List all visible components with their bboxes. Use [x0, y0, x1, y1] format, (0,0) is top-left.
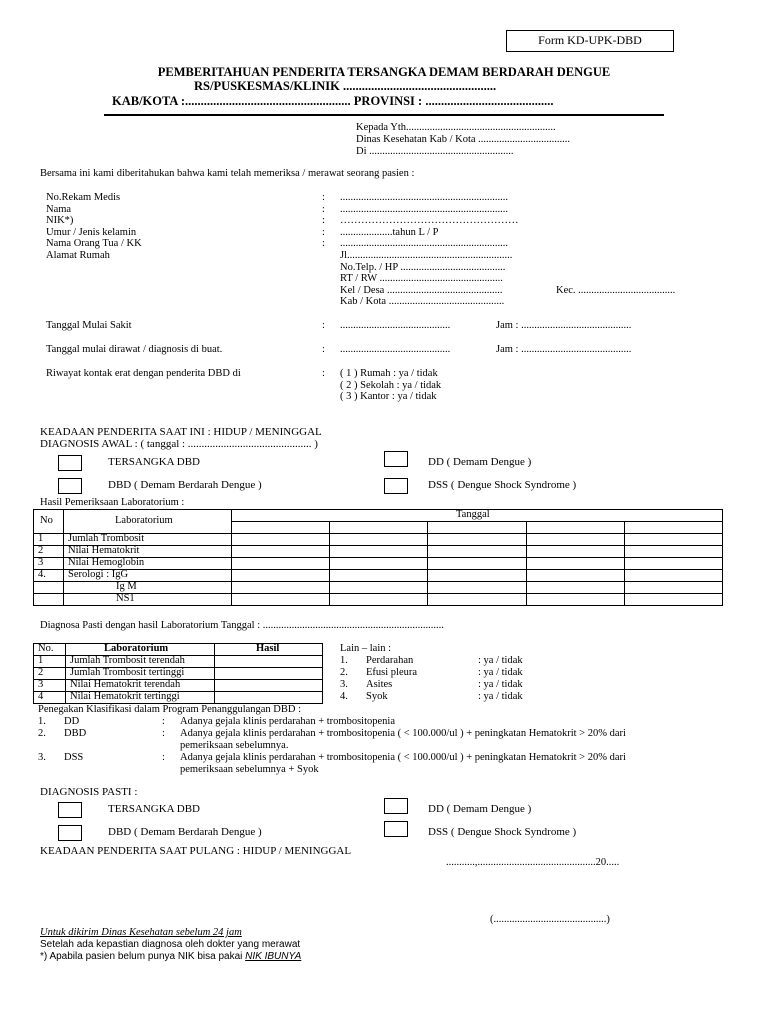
- keadaan-saat-pulang[interactable]: KEADAAN PENDERITA SAAT PULANG : HIDUP / MENINGGAL: [40, 845, 352, 857]
- checkbox-dss[interactable]: [384, 478, 408, 494]
- field-tanggal-dirawat[interactable]: ..........................................: [340, 344, 451, 355]
- kontak-rumah[interactable]: ( 1 ) Rumah : ya / tidak: [340, 368, 438, 379]
- pasti-row-no: 1: [38, 655, 44, 666]
- pasti-row-no: 3: [38, 679, 44, 690]
- klasifikasi-text: Adanya gejala klinis perdarahan + trombositopenia ( < 100.000/ul ) + peningkatan Hematokrit > 20% dari: [180, 752, 626, 763]
- lain-value[interactable]: : ya / tidak: [478, 667, 523, 678]
- footer-note-1: Untuk dikirim Dinas Kesehatan sebelum 24 jam: [40, 927, 242, 938]
- field-jam-dirawat[interactable]: Jam : ..........................................: [496, 344, 632, 355]
- label-riwayat-kontak: Riwayat kontak erat dengan penderita DBD di: [46, 368, 241, 379]
- lab-row-no: 3: [38, 557, 44, 568]
- label-dd: DD ( Demam Dengue ): [428, 456, 532, 468]
- colon: :: [322, 238, 325, 249]
- klasifikasi-text: pemeriksaan sebelumnya.: [180, 740, 289, 751]
- lain-name: Syok: [366, 691, 388, 702]
- colon: :: [322, 215, 325, 226]
- label-tanggal-mulai-sakit: Tanggal Mulai Sakit: [46, 320, 132, 331]
- klasifikasi-no: 2.: [38, 728, 46, 739]
- klasifikasi-text: pemeriksaan sebelumnya + Syok: [180, 764, 319, 775]
- field-kel-desa[interactable]: Kel / Desa ............................................: [340, 285, 503, 296]
- intro-text: Bersama ini kami diberitahukan bahwa kami telah memeriksa / merawat seorang pasien :: [40, 168, 415, 179]
- klasifikasi-text: Adanya gejala klinis perdarahan + trombositopenia ( < 100.000/ul ) + peningkatan Hematokrit > 20% dari: [180, 728, 626, 739]
- colon: :: [162, 728, 165, 739]
- colon: :: [162, 752, 165, 763]
- colon: :: [322, 192, 325, 203]
- colon: :: [322, 368, 325, 379]
- pasti-header-no: No.: [38, 643, 54, 654]
- lain-value[interactable]: : ya / tidak: [478, 655, 523, 666]
- label-alamat: Alamat Rumah: [46, 250, 110, 261]
- colon: :: [162, 716, 165, 727]
- lain-value[interactable]: : ya / tidak: [478, 679, 523, 690]
- date-place-line[interactable]: ...........,.............................................20.....: [446, 857, 620, 868]
- label-nik: NIK*): [46, 215, 74, 226]
- pasti-row-name: Jumlah Trombosit terendah: [70, 655, 185, 666]
- label-dss-pasti: DSS ( Dengue Shock Syndrome ): [428, 826, 577, 838]
- field-rt-rw[interactable]: RT / RW ...............................................: [340, 273, 503, 284]
- field-kecamatan[interactable]: Kec. .....................................: [556, 285, 676, 296]
- lab-value-cell: [624, 593, 723, 606]
- lab-row-no: 1: [38, 533, 44, 544]
- field-jam-mulai-sakit[interactable]: Jam : ..........................................: [496, 320, 632, 331]
- lab-header-no: No: [40, 515, 53, 526]
- colon: :: [322, 227, 325, 238]
- diagnosis-pasti-label: DIAGNOSIS PASTI :: [40, 786, 138, 798]
- label-dss: DSS ( Dengue Shock Syndrome ): [428, 479, 577, 491]
- label-dbd-pasti: DBD ( Demam Berdarah Dengue ): [108, 826, 262, 838]
- lab-value-cell: [231, 593, 330, 606]
- checkbox-tersangka-dbd[interactable]: [58, 455, 82, 471]
- lab-title: Hasil Pemeriksaan Laboratorium :: [40, 497, 185, 508]
- klasifikasi-no: 1.: [38, 716, 46, 727]
- recipient-line-1: Kepada Yth.........................................................: [356, 122, 556, 133]
- checkbox-dss-pasti[interactable]: [384, 821, 408, 837]
- label-umur: Umur / Jenis kelamin: [46, 227, 137, 238]
- lain-no: 3.: [340, 679, 348, 690]
- klasifikasi-code: DBD: [64, 728, 87, 739]
- header-region: KAB/KOTA :..................................................... PROVINSI : .........................................: [112, 94, 554, 108]
- pasti-row-name: Jumlah Trombosit tertinggi: [70, 667, 185, 678]
- lain-no: 4.: [340, 691, 348, 702]
- lab-row-no: 2: [38, 545, 44, 556]
- form-code: Form KD-UPK-DBD: [538, 33, 642, 47]
- lab-value-cell: [329, 593, 428, 606]
- label-nama: Nama: [46, 204, 72, 215]
- lab-row-name: NS1: [116, 593, 135, 604]
- checkbox-dbd[interactable]: [58, 478, 82, 494]
- field-rekam-medis[interactable]: ................................................................: [340, 192, 508, 203]
- header-divider: [104, 114, 664, 116]
- label-tanggal-dirawat: Tanggal mulai dirawat / diagnosis di buat.: [46, 344, 223, 355]
- lab-row-name: Ig M: [116, 581, 137, 592]
- footer-note-3-text: *) Apabila pasien belum punya NIK bisa pakai: [40, 951, 246, 962]
- lain-name: Asites: [366, 679, 393, 690]
- checkbox-dd[interactable]: [384, 451, 408, 467]
- lab-row-cell: [63, 593, 232, 606]
- lain-name: Efusi pleura: [366, 667, 418, 678]
- lain-no: 2.: [340, 667, 348, 678]
- recipient-line-3: Di .......................................................: [356, 146, 514, 157]
- colon: :: [322, 320, 325, 331]
- lab-header-tanggal: Tanggal: [456, 509, 490, 520]
- pasti-row-name: Nilai Hematokrit tertinggi: [70, 691, 180, 702]
- lain-value[interactable]: : ya / tidak: [478, 691, 523, 702]
- checkbox-dbd-pasti[interactable]: [58, 825, 82, 841]
- lab-row-name: Jumlah Trombosit: [68, 533, 145, 544]
- lab-value-cell: [427, 593, 527, 606]
- signature-line[interactable]: (...........................................): [490, 914, 610, 925]
- colon: :: [322, 204, 325, 215]
- klasifikasi-code: DSS: [64, 752, 84, 763]
- label-dd-pasti: DD ( Demam Dengue ): [428, 803, 532, 815]
- lain-no: 1.: [340, 655, 348, 666]
- footer-note-3-emphasis: NIK IBUNYA: [245, 951, 302, 962]
- lab-row-name: Serologi : IgG: [68, 569, 129, 580]
- checkbox-tersangka-dbd-pasti[interactable]: [58, 802, 82, 818]
- diagnosa-pasti-title: Diagnosa Pasti dengan hasil Laboratorium Tanggal : .....................................................................: [40, 620, 444, 631]
- footer-note-2: Setelah ada kepastian diagnosa oleh dokter yang merawat: [40, 939, 301, 950]
- pasti-header-hasil: Hasil: [256, 643, 280, 654]
- label-orang-tua: Nama Orang Tua / KK: [46, 238, 142, 249]
- label-dbd: DBD ( Demam Berdarah Dengue ): [108, 479, 262, 491]
- klasifikasi-title: Penegakan Klasifikasi dalam Program Penanggulangan DBD :: [38, 704, 302, 715]
- pasti-row-name: Nilai Hematokrit terendah: [70, 679, 181, 690]
- pasti-value-cell: [214, 691, 323, 704]
- diagnosis-awal[interactable]: DIAGNOSIS AWAL : ( tanggal : ............................................. ): [40, 438, 318, 450]
- recipient-line-2: Dinas Kesehatan Kab / Kota ...................................: [356, 134, 571, 145]
- lab-row-name: Nilai Hematokrit: [68, 545, 140, 556]
- field-umur[interactable]: ....................tahun L / P: [340, 227, 439, 238]
- colon: :: [322, 344, 325, 355]
- page-title: PEMBERITAHUAN PENDERITA TERSANGKA DEMAM BERDARAH DENGUE: [157, 65, 611, 79]
- pasti-row-no: 4: [38, 691, 44, 702]
- label-tersangka-dbd-pasti: TERSANGKA DBD: [108, 803, 200, 815]
- field-kab-kota[interactable]: Kab / Kota ............................................: [340, 296, 505, 307]
- field-telp[interactable]: No.Telp. / HP ........................................: [340, 262, 506, 273]
- header-facility: RS/PUSKESMAS/KLINIK .................................................: [194, 79, 497, 93]
- lab-row-no: 4.: [38, 569, 46, 580]
- footer-note-3: [40, 951, 301, 963]
- klasifikasi-code: DD: [64, 716, 80, 727]
- field-jalan[interactable]: Jl...............................................................: [340, 250, 513, 261]
- lab-header-lab: Laboratorium: [115, 515, 173, 526]
- kontak-sekolah[interactable]: ( 2 ) Sekolah : ya / tidak: [340, 380, 442, 391]
- pasti-header-lab: Laboratorium: [104, 643, 169, 654]
- lab-row-cell: [33, 593, 64, 606]
- field-nik[interactable]: ……………………………………………: [340, 215, 519, 226]
- field-orang-tua[interactable]: ................................................................: [340, 238, 508, 249]
- lain-name: Perdarahan: [366, 655, 414, 666]
- pasti-row-no: 2: [38, 667, 44, 678]
- kontak-kantor[interactable]: ( 3 ) Kantor : ya / tidak: [340, 391, 437, 402]
- keadaan-saat-ini[interactable]: KEADAAN PENDERITA SAAT INI : HIDUP / MENINGGAL: [40, 426, 322, 438]
- lab-value-cell: [526, 593, 625, 606]
- klasifikasi-text: Adanya gejala klinis perdarahan + trombositopenia: [180, 716, 395, 727]
- field-nama[interactable]: ................................................................: [340, 204, 508, 215]
- checkbox-dd-pasti[interactable]: [384, 798, 408, 814]
- klasifikasi-no: 3.: [38, 752, 46, 763]
- label-rekam-medis: No.Rekam Medis: [46, 192, 121, 203]
- field-tanggal-mulai-sakit[interactable]: ..........................................: [340, 320, 451, 331]
- label-tersangka-dbd: TERSANGKA DBD: [108, 456, 200, 468]
- lab-row-name: Nilai Hemoglobin: [68, 557, 145, 568]
- lain-lain-title: Lain – lain :: [340, 643, 392, 654]
